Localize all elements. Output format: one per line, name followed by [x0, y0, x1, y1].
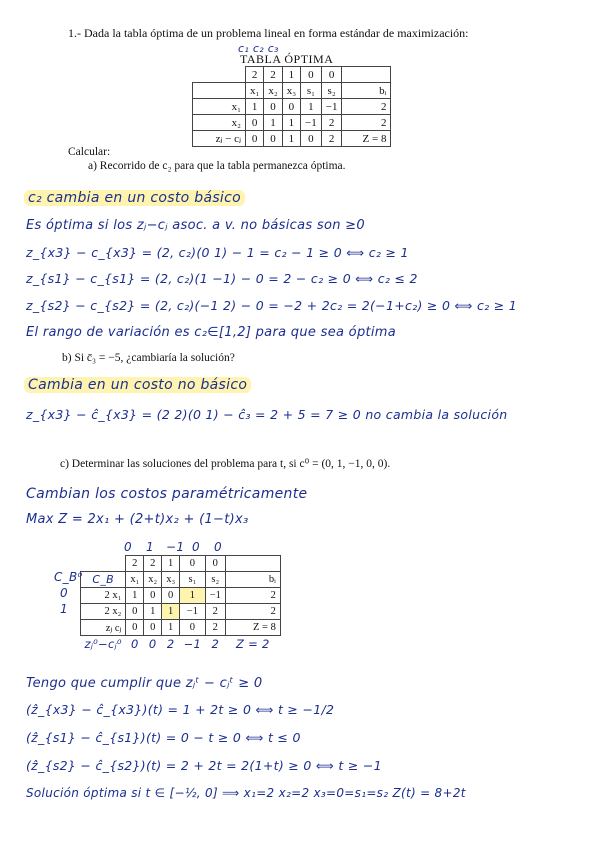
note-line — [24, 377, 251, 393]
cost-cell: 1 — [162, 556, 180, 572]
cell: 1 — [301, 99, 322, 115]
cell: Z = 8 — [225, 620, 280, 636]
table-row — [81, 620, 281, 636]
cell: 1 — [162, 604, 180, 620]
part-a: a) Recorrido de c₂ para que la tabla permanezca óptima. — [88, 160, 346, 172]
cost-cell: 1 — [282, 67, 300, 83]
note-line: (ẑ_{s2} − ĉ_{s2})(t) = 2 + 2t = 2(1+t) ≥ 0 ⟺ t ≥ −1 — [26, 758, 382, 773]
table-row — [81, 588, 281, 604]
header-cell: x₂ — [144, 572, 162, 588]
c0-value: 0 — [214, 540, 222, 554]
cell: Z = 2 — [236, 637, 270, 651]
cell: −1 — [301, 115, 322, 131]
cost-cell: 0 — [321, 67, 342, 83]
cell: 1 — [282, 131, 300, 147]
cost-cell: 2 — [126, 556, 144, 572]
cell: 0 — [126, 604, 144, 620]
cell: 0 — [148, 637, 157, 651]
note-line: Max Z = 2x₁ + (2+t)x₂ + (1−t)x₃ — [26, 512, 249, 527]
c0-left: 0 — [60, 586, 68, 600]
note-line: z_{x3} − c_{x3} = (2, c₂)(0 1) − 1 = c₂ − 1 ≥ 0 ⟺ c₂ ≥ 1 — [26, 245, 409, 260]
cb0-label: C_B⁰ — [54, 570, 83, 584]
cost-cell: 2 — [264, 67, 282, 83]
cell: 2 — [321, 131, 342, 147]
note-line: (ẑ_{s1} − ĉ_{s1})(t) = 0 − t ≥ 0 ⟺ t ≤ 0 — [26, 730, 301, 745]
cost-cell: 0 — [205, 556, 225, 572]
cell: −1 — [205, 588, 225, 604]
cell: −1 — [183, 637, 202, 651]
note-line: z_{x3} − ĉ_{x3} = (2 2)(0 1) − ĉ₃ = 2 + 5 = 7 ≥ 0 no cambia la solución — [26, 407, 508, 422]
note-line: Tengo que cumplir que zⱼᵗ − cⱼᵗ ≥ 0 — [26, 676, 263, 691]
cost-cell — [225, 556, 280, 572]
header-row — [193, 83, 391, 99]
parametric-table — [80, 555, 281, 652]
table-caption: TABLA ÓPTIMA — [240, 52, 334, 66]
cost-cell: 2 — [144, 556, 162, 572]
note-line — [24, 190, 245, 206]
optimal-table — [192, 66, 391, 147]
row-label: zⱼ − cⱼ — [193, 131, 246, 147]
cell: 2 — [342, 99, 391, 115]
cell: 0 — [144, 588, 162, 604]
cell: 2 — [342, 115, 391, 131]
cell: 0 — [246, 115, 264, 131]
row-label: 2 x₁ — [81, 588, 126, 604]
cell: 1 — [282, 115, 300, 131]
table-row — [193, 131, 391, 147]
cell: 2 — [211, 637, 220, 651]
header-cell: s₁ — [180, 572, 206, 588]
table-row — [81, 604, 281, 620]
row-label: zⱼ cⱼ — [81, 620, 126, 636]
cost-row — [193, 67, 391, 83]
cost-cell: 0 — [301, 67, 322, 83]
cost-cell: 2 — [246, 67, 264, 83]
cost-cell: 0 — [180, 556, 206, 572]
cell: −1 — [180, 604, 206, 620]
cell: 0 — [282, 99, 300, 115]
header-cell: s₂ — [205, 572, 225, 588]
header-cell: x₁ — [126, 572, 144, 588]
header-cell: bᵢ — [342, 83, 391, 99]
header-cell: x₁ — [246, 83, 264, 99]
c0-value: 0 — [124, 540, 132, 554]
problem-title: 1.- Dada la tabla óptima de un problema lineal en forma estándar de maximización: — [68, 26, 469, 40]
cell: 1 — [162, 620, 180, 636]
highlight: c₂ cambia en un costo básico — [24, 190, 245, 206]
note-line: Solución óptima si t ∈ [−½, 0] ⟹ x₁=2 x₂=2 x₃=0=s₁=s₂ Z(t) = 8+2t — [26, 786, 466, 800]
header-cell: s₂ — [321, 83, 342, 99]
header-cell: x₃ — [282, 83, 300, 99]
cell: −1 — [321, 99, 342, 115]
param-bottom-row — [81, 636, 281, 653]
cell: 1 — [264, 115, 282, 131]
note-line: El rango de variación es c₂∈[1,2] para que sea óptima — [26, 325, 397, 340]
cell: 2 — [225, 604, 280, 620]
cell: 2 — [205, 604, 225, 620]
c0-left: 1 — [60, 602, 68, 616]
cell: 2 — [166, 637, 175, 651]
cell: 2 — [205, 620, 225, 636]
row-label: x₁ — [193, 99, 246, 115]
note-line: Es óptima si los zⱼ−cⱼ asoc. a v. no básicas son ≥0 — [26, 218, 365, 233]
part-c: c) Determinar las soluciones del problema para t, si c⁰ = (0, 1, −1, 0, 0). — [60, 458, 391, 470]
table-row — [193, 115, 391, 131]
note-line: (ẑ_{x3} − ĉ_{x3})(t) = 1 + 2t ≥ 0 ⟺ t ≥ −1/2 — [26, 702, 335, 717]
row-label: zⱼ⁰−cⱼ⁰ — [84, 637, 122, 651]
cell: 1 — [180, 588, 206, 604]
cell: 0 — [264, 131, 282, 147]
header-cell: x₃ — [162, 572, 180, 588]
cell: 0 — [126, 620, 144, 636]
note-line: z_{s1} − c_{s1} = (2, c₂)(1 −1) − 0 = 2 − c₂ ≥ 0 ⟺ c₂ ≤ 2 — [26, 271, 418, 286]
header-cell — [193, 83, 246, 99]
cell: 0 — [301, 131, 322, 147]
cell: 2 — [225, 588, 280, 604]
note-line: z_{s2} − c_{s2} = (2, c₂)(−1 2) − 0 = −2 + 2c₂ = 2(−1+c₂) ≥ 0 ⟺ c₂ ≥ 1 — [26, 298, 518, 313]
handwritten-costs-label: c₁ c₂ c₃ — [238, 42, 279, 55]
row-label: x₂ — [193, 115, 246, 131]
header-row — [81, 572, 281, 588]
table-row — [193, 99, 391, 115]
cost-row — [81, 556, 281, 572]
row-label: 2 x₂ — [81, 604, 126, 620]
cell: 0 — [144, 620, 162, 636]
cell: 0 — [246, 131, 264, 147]
c0-value: 1 — [146, 540, 154, 554]
c0-value: −1 — [166, 540, 185, 554]
cell: 0 — [130, 637, 139, 651]
part-b: b) Si c̄₃ = −5, ¿cambiaría la solución? — [62, 352, 235, 364]
cell: 0 — [264, 99, 282, 115]
note-line: Cambian los costos paramétricamente — [26, 486, 308, 502]
cell: Z = 8 — [342, 131, 391, 147]
cell: 1 — [126, 588, 144, 604]
header-cell: s₁ — [301, 83, 322, 99]
c0-value: 0 — [192, 540, 200, 554]
cell: 1 — [246, 99, 264, 115]
cell: 1 — [144, 604, 162, 620]
cell: 2 — [321, 115, 342, 131]
cost-cell — [342, 67, 391, 83]
cell: 0 — [162, 588, 180, 604]
highlight: Cambia en un costo no básico — [24, 377, 251, 393]
calc-label: Calcular: — [68, 146, 111, 158]
cell: 0 — [180, 620, 206, 636]
header-cell: bᵢ — [225, 572, 280, 588]
cb-label: C_B — [81, 572, 126, 588]
header-cell: x₂ — [264, 83, 282, 99]
